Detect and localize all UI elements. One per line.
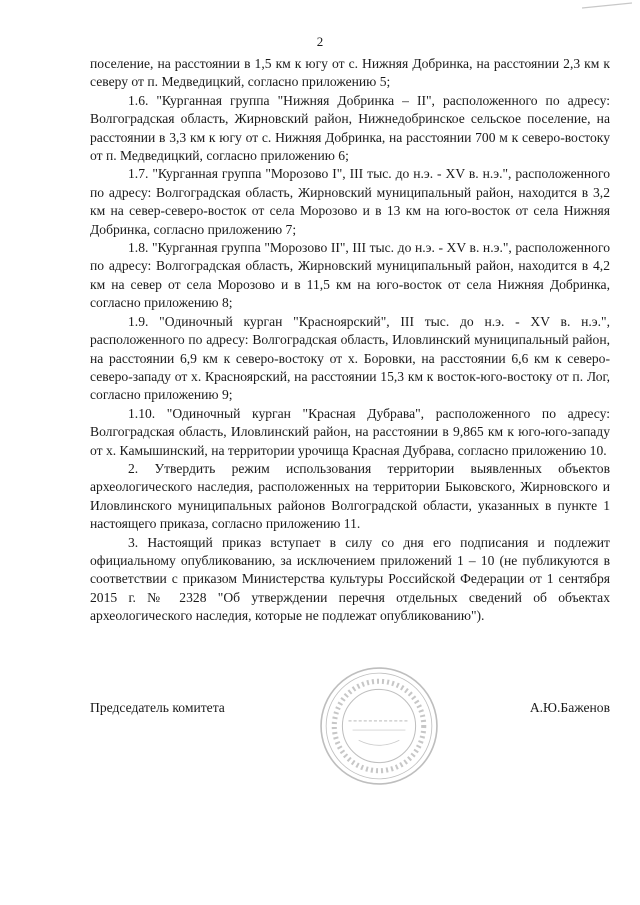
signatory-name: А.Ю.Баженов [529, 700, 610, 715]
paragraph-item-1-6: 1.6. "Курганная группа "Нижняя Добринка – II", расположенного по адресу: Волгоградская область, Жирновский район, Нижнедобринское сельское поселение, на расстоянии в 3,3 км к югу от с. Нижняя Добринка, на расстоянии 700 м к северо-востоку от п. Медведицкий, согласно приложению 6; [90, 92, 610, 164]
signatory-position: Председатель комитета [90, 700, 225, 715]
scan-edge-mark [582, 2, 632, 10]
paragraph-item-1-10: 1.10. "Одиночный курган "Красная Дубрава", расположенного по адресу: Волгоградская область, Иловлинский район, на расстоянии в 9,865 км к юго-юго-западу от х. Камышинский, на территории урочища Красная Дубрава, согласно приложению 10. [90, 405, 610, 458]
round-seal-stamp-icon [318, 665, 440, 787]
document-body [90, 55, 610, 626]
paragraph-item-2: 2. Утвердить режим использования территории выявленных объектов археологического наследия, расположенных на территории Быковского, Жирновского и Иловлинского муниципальных районов Волгоградской области, указанных в пункте 1 настоящего приказа, согласно приложению 11. [90, 460, 610, 532]
signature-block [90, 700, 610, 720]
paragraph-item-3: 3. Настоящий приказ вступает в силу со дня его подписания и подлежит официальному опубликованию, за исключением приложений 1 – 10 (не публикуются в соответствии с приказом Министерства культуры Российской Федерации от 1 сентября 2015 г. № 2328 "Об утверждении перечня отдельных сведений об объектах археологического наследия, которые не подлежат опубликованию"). [90, 534, 610, 624]
paragraph-item-1-8: 1.8. "Курганная группа "Морозово II", III тыс. до н.э. - XV в. н.э.", расположенного по адресу: Волгоградская область, Жирновский муниципальный район, находится в 4,2 км на север от села Морозово и в 11,5 км на юго-восток от села Нижняя Добринка, согласно приложению 8; [90, 240, 610, 311]
paragraph-continuation: поселение, на расстоянии в 1,5 км к югу от с. Нижняя Добринка, на расстоянии 2,3 км к северу от п. Медведицкий, согласно приложению 5; [90, 56, 610, 90]
paragraph-item-1-9: 1.9. "Одиночный курган "Красноярский", III тыс. до н.э. - XV в. н.э.", расположенного по адресу: Волгоградская область, Иловлинский муниципальный район, на расстоянии 6,9 км к северо-востоку от х. Боровки, на расстоянии 6,6 км к северо-северо-западу от х. Красноярский, на расстоянии 15,3 км к восток-юго-востоку от п. Лог, согласно приложению 9; [90, 313, 610, 403]
page-number: 2 [316, 34, 324, 49]
paragraph-item-1-7: 1.7. "Курганная группа "Морозово I", III тыс. до н.э. - XV в. н.э.", расположенного по адресу: Волгоградская область, Жирновский муниципальный район, находится в 3,2 км на север-северо-восток от села Морозово и в 13 км на юго-восток от села Нижняя Добринка, согласно приложению 7; [90, 166, 610, 237]
